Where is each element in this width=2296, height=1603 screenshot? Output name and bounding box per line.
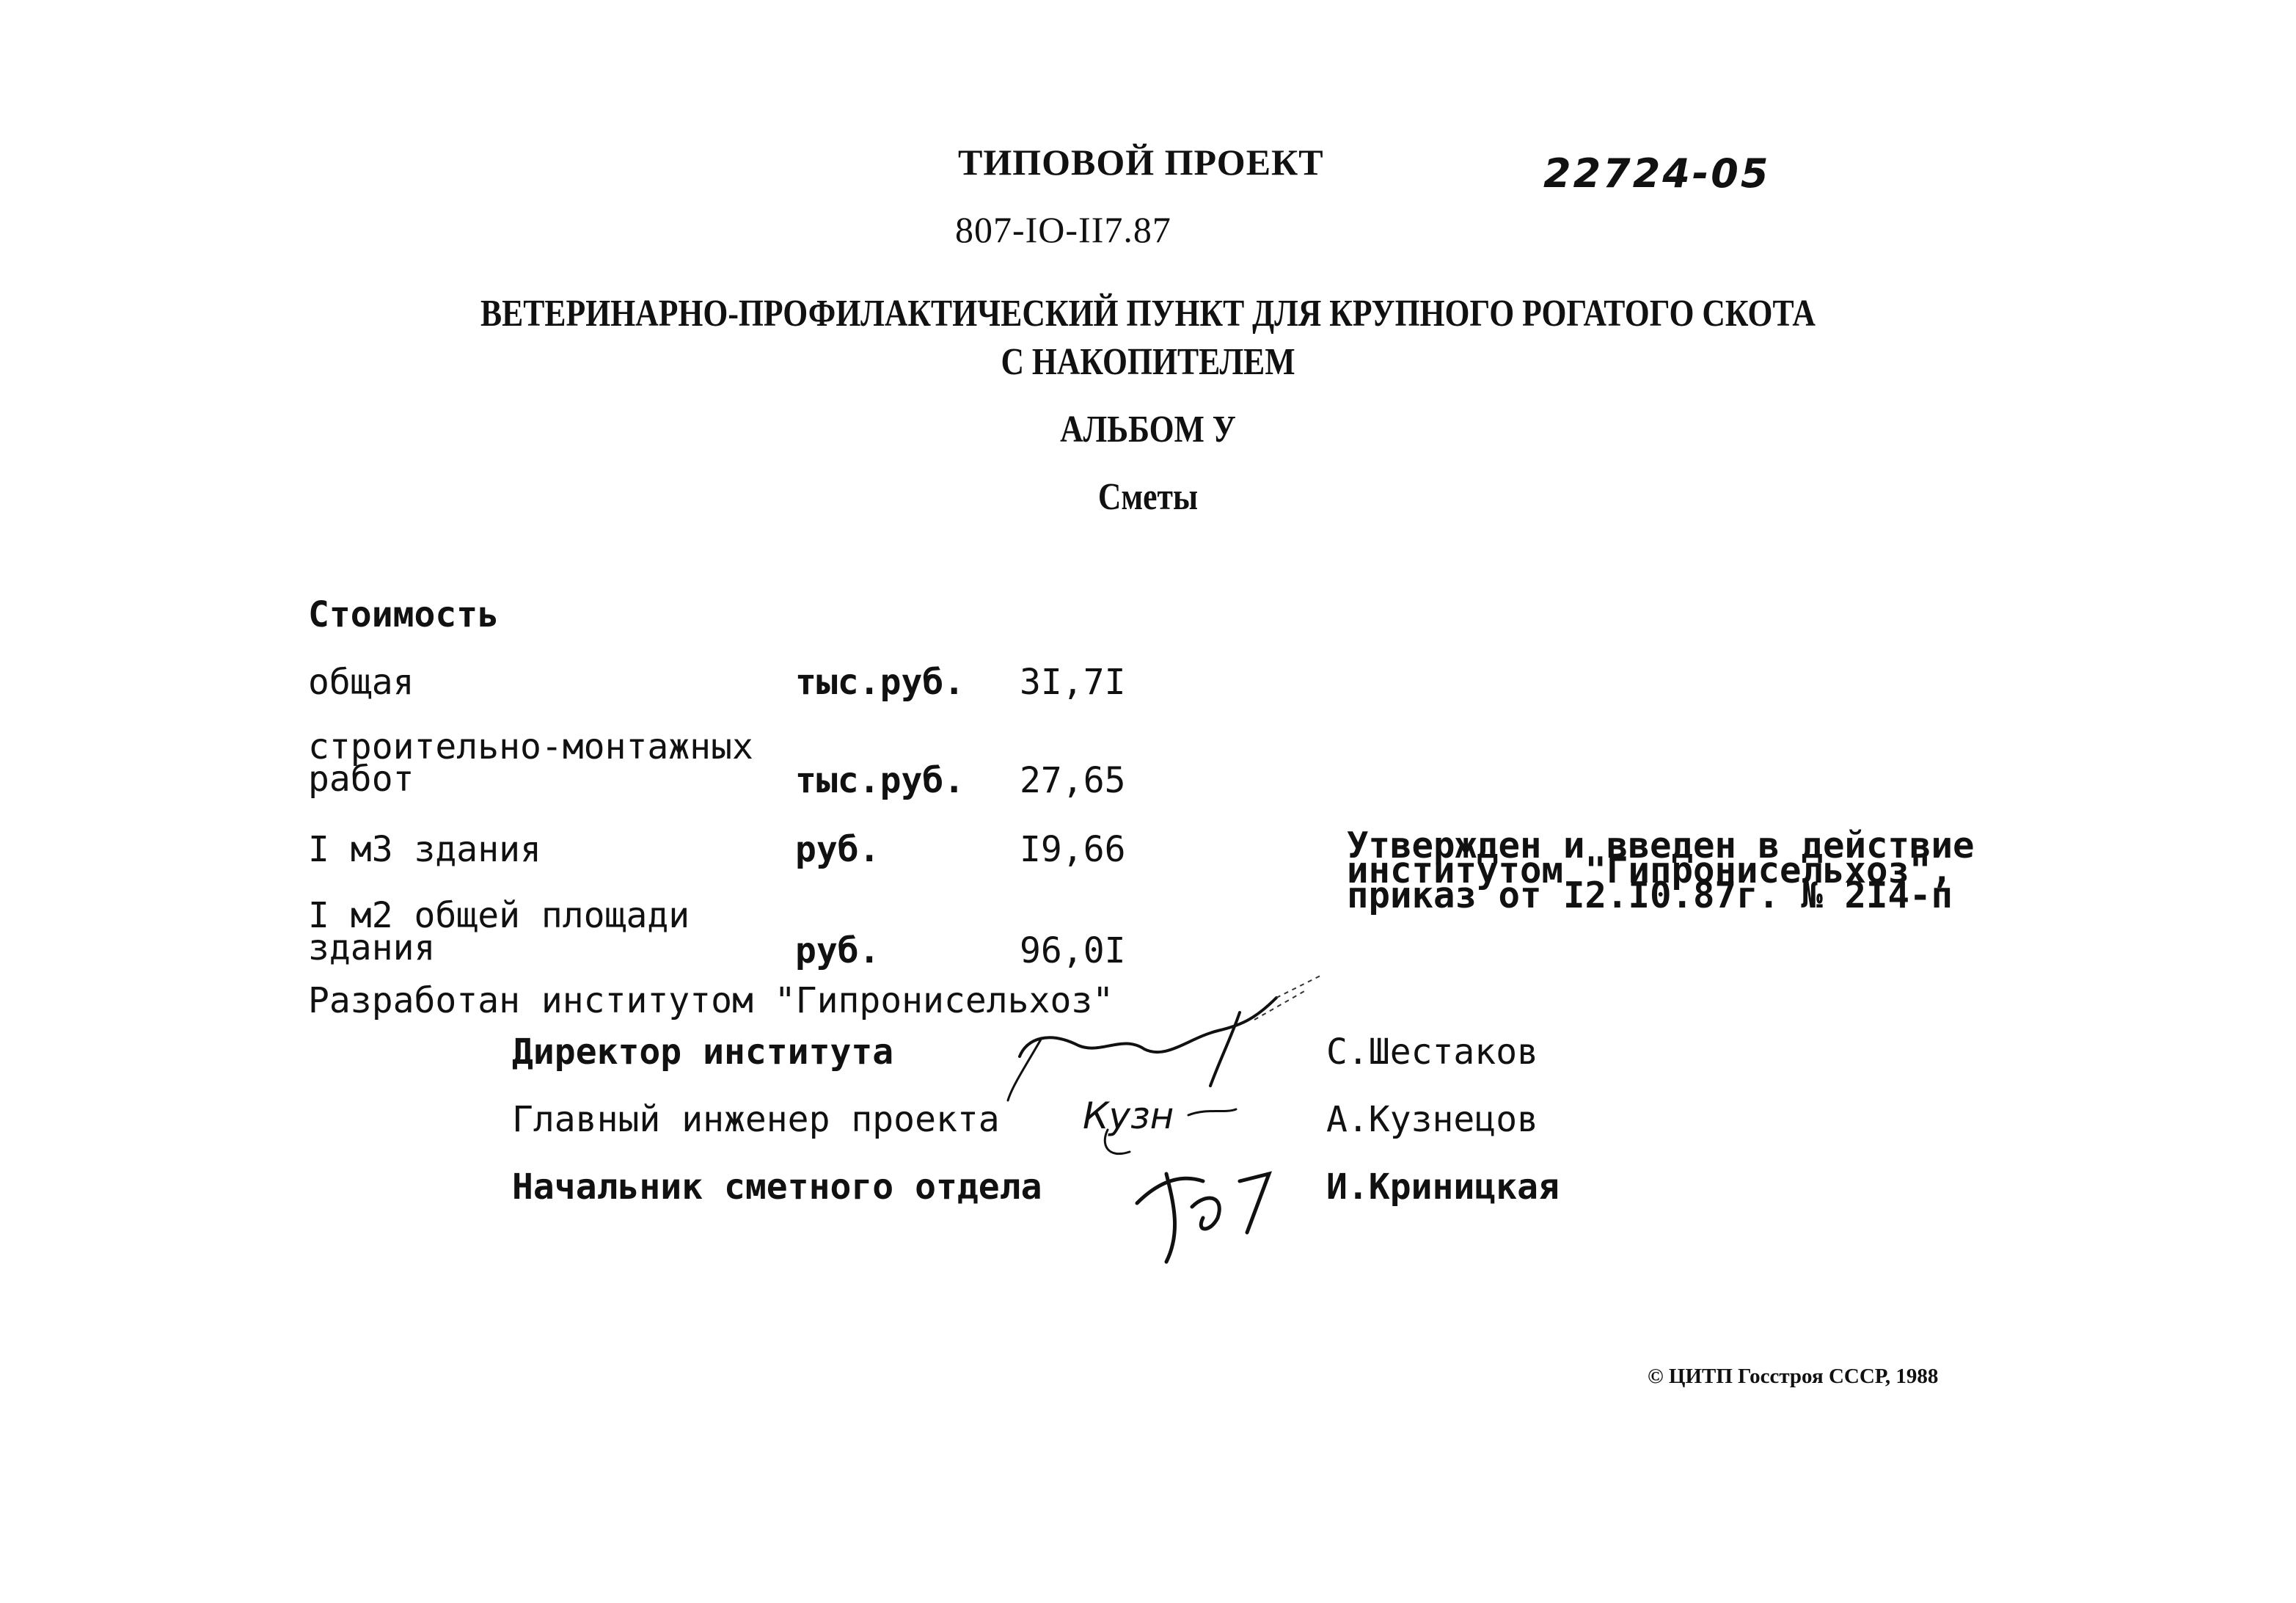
album-label: АЛЬБОМ У bbox=[1060, 409, 1236, 450]
signature-estimates-head bbox=[1122, 1152, 1284, 1277]
cost-row-unit: тыс.руб. bbox=[795, 760, 965, 801]
cost-row-label: общая bbox=[308, 662, 414, 703]
section-label: Сметы bbox=[1097, 476, 1199, 518]
signatory-name-estimates-head: И.Криницкая bbox=[1326, 1166, 1560, 1208]
signatory-role-chief-engineer: Главный инженер проекта bbox=[512, 1099, 1000, 1140]
doc-number: 22724-05 bbox=[1543, 150, 1771, 197]
title-line-2: С НАКОПИТЕЛЕМ bbox=[1001, 341, 1295, 383]
project-number: 807-IO-II7.87 bbox=[955, 209, 1171, 250]
cost-row-unit: руб. bbox=[795, 930, 880, 971]
signatory-role-estimates-head: Начальник сметного отдела bbox=[512, 1166, 1042, 1208]
cost-row-label: I м2 общей площади здания bbox=[308, 895, 690, 968]
project-type: ТИПОВОЙ ПРОЕКТ bbox=[958, 142, 1324, 183]
signatory-role-director: Директор института bbox=[512, 1031, 894, 1073]
cost-row-value: 96,0I bbox=[1020, 930, 1126, 971]
developed-by: Разработан институтом "Гипронисельхоз" bbox=[308, 980, 1114, 1021]
cost-row-value: 3I,7I bbox=[1020, 662, 1126, 703]
title-line-1: ВЕТЕРИНАРНО-ПРОФИЛАКТИЧЕСКИЙ ПУНКТ ДЛЯ КРУПНОГО РОГАТОГО СКОТА bbox=[480, 293, 1816, 335]
cost-row-unit: тыс.руб. bbox=[795, 662, 965, 703]
signatory-name-chief-engineer: А.Кузнецов bbox=[1326, 1099, 1538, 1140]
signature-chief-engineer-text: Кузн bbox=[1083, 1095, 1174, 1137]
cost-row-unit: руб. bbox=[795, 829, 880, 870]
copyright: © ЦИТП Госстроя СССР, 1988 bbox=[1648, 1365, 1939, 1388]
signatory-name-director: С.Шестаков bbox=[1326, 1031, 1538, 1073]
cost-row-value: I9,66 bbox=[1020, 829, 1126, 870]
cost-row-value: 27,65 bbox=[1020, 760, 1126, 801]
cost-row-label: I м3 здания bbox=[308, 829, 541, 870]
approval-text: Утвержден и введен в действие институтом "Гипронисельхоз", приказ от I2.I0.87г. № 2I4-п bbox=[1347, 825, 1975, 916]
cost-heading: Стоимость bbox=[308, 594, 500, 635]
cost-row-label: строительно-монтажных работ bbox=[308, 726, 753, 800]
